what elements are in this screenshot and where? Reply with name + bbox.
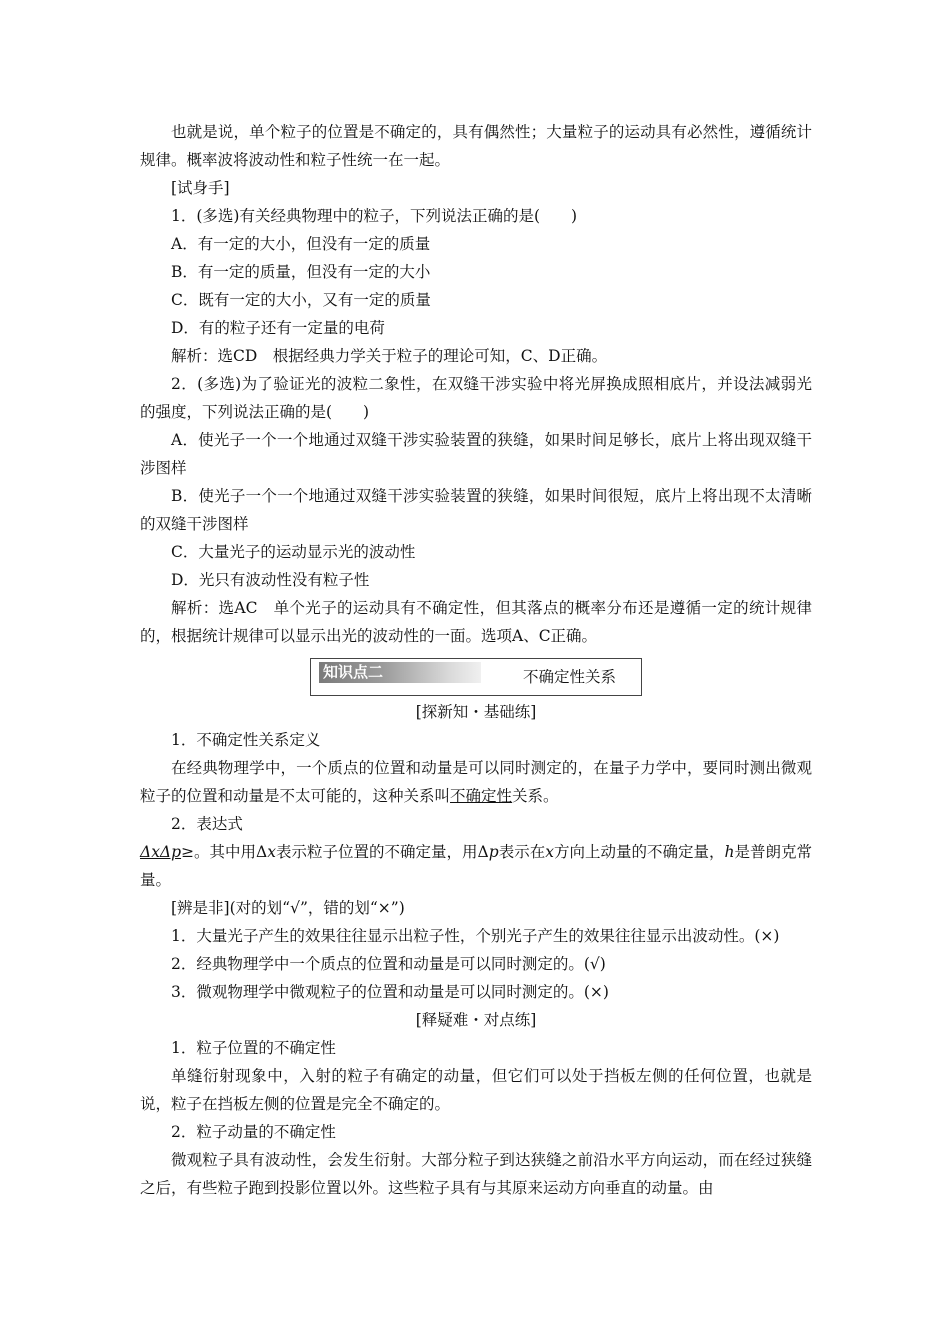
section1-text-before: 在经典物理学中，一个质点的位置和动量是可以同时测定的，在量子力学中，要同时测出微观粒子的位置和动量是不太可能的，这种关系叫 [140,759,812,805]
document-page [140,118,812,1202]
resolve2-heading: 2．粒子动量的不确定性 [171,1123,336,1141]
section2-heading: 2．表达式 [171,815,243,833]
explore-label: [探新知・基础练] [415,703,537,721]
section1-term: 不确定性 [450,787,513,805]
q1-option-b: B．有一定的质量，但没有一定的大小 [171,263,431,281]
q1-option-d: D．有的粒子还有一定量的电荷 [171,319,385,337]
var-h: h [724,843,735,861]
resolve1-text: 单缝衍射现象中，入射的粒子有确定的动量，但它们可以处于挡板左侧的任何位置，也就是说，粒子在挡板左侧的位置是完全不确定的。 [140,1067,812,1113]
section1-heading: 1．不确定性关系定义 [171,731,321,749]
q2-stem: 2．(多选)为了验证光的波粒二象性，在双缝干涉实验中将光屏换成照相底片，并设法减弱光的强度，下列说法正确的是( ) [140,375,812,421]
judge-item-3: 3．微观物理学中微观粒子的位置和动量是可以同时测定的。(×) [171,983,609,1001]
section1-text-after: 关系。 [512,787,559,805]
section2-text2: 表示粒子位置的不确定量，用Δ [276,843,489,861]
knowledge-point-tag-label: 知识点二 [323,663,384,681]
judge-item-2: 2．经典物理学中一个质点的位置和动量是可以同时测定的。(√) [171,955,606,973]
section2-text4: 方向上动量的不确定量， [553,843,725,861]
resolve-label: [释疑难・对点练] [415,1011,537,1029]
judge-item-1: 1．大量光子产生的效果往往显示出粒子性，个别光子产生的效果往往显示出波动性。(×) [171,927,780,945]
section2-text5: 是普朗克常量。 [140,843,812,889]
intro-paragraph: 也就是说，单个粒子的位置是不确定的，具有偶然性；大量粒子的运动具有必然性，遵循统计规律。概率波将波动性和粒子性统一在一起。 [140,123,812,169]
section2-text [140,838,812,894]
resolve1-heading: 1．粒子位置的不确定性 [171,1039,336,1057]
q2-option-b: B．使光子一个一个地通过双缝干涉实验装置的狭缝，如果时间很短，底片上将出现不太清晰的双缝干涉图样 [140,487,812,533]
q2-analysis: 解析：选AC 单个光子的运动具有不确定性，但其落点的概率分布还是遵循一定的统计规律的，根据统计规律可以显示出光的波动性的一面。选项A、C正确。 [140,599,812,645]
q1-analysis: 解析：选CD 根据经典力学关于粒子的理论可知，C、D正确。 [171,347,608,365]
q1-option-a: A．有一定的大小，但没有一定的质量 [171,235,431,253]
try-label: [试身手] [171,179,230,197]
q1-stem: 1．(多选)有关经典物理中的粒子，下列说法正确的是( ) [171,207,578,225]
knowledge-point-title: 不确定性关系 [523,668,617,686]
q1-option-c: C．既有一定的大小，又有一定的质量 [171,291,431,309]
var-p: p [488,843,499,861]
var-x2: x [545,843,554,861]
formula: ΔxΔp [140,843,182,861]
q2-option-a: A．使光子一个一个地通过双缝干涉实验装置的狭缝，如果时间足够长，底片上将出现双缝干涉图样 [140,431,812,477]
q2-option-d: D．光只有波动性没有粒子性 [171,571,370,589]
resolve2-text: 微观粒子具有波动性，会发生衍射。大部分粒子到达狭缝之前沿水平方向运动，而在经过狭缝之后，有些粒子跑到投影位置以外。这些粒子具有与其原来运动方向垂直的动量。由 [140,1151,812,1197]
section1-text [140,754,812,810]
section2-text1: ≥。其中用Δ [181,843,268,861]
judge-label: [辨是非](对的划“√”，错的划“×”) [171,899,405,917]
q2-option-c: C．大量光子的运动显示光的波动性 [171,543,416,561]
knowledge-point-tag [319,662,481,683]
section2-text3: 表示在 [498,843,546,861]
knowledge-point-box [310,658,642,696]
var-x: x [267,843,277,861]
